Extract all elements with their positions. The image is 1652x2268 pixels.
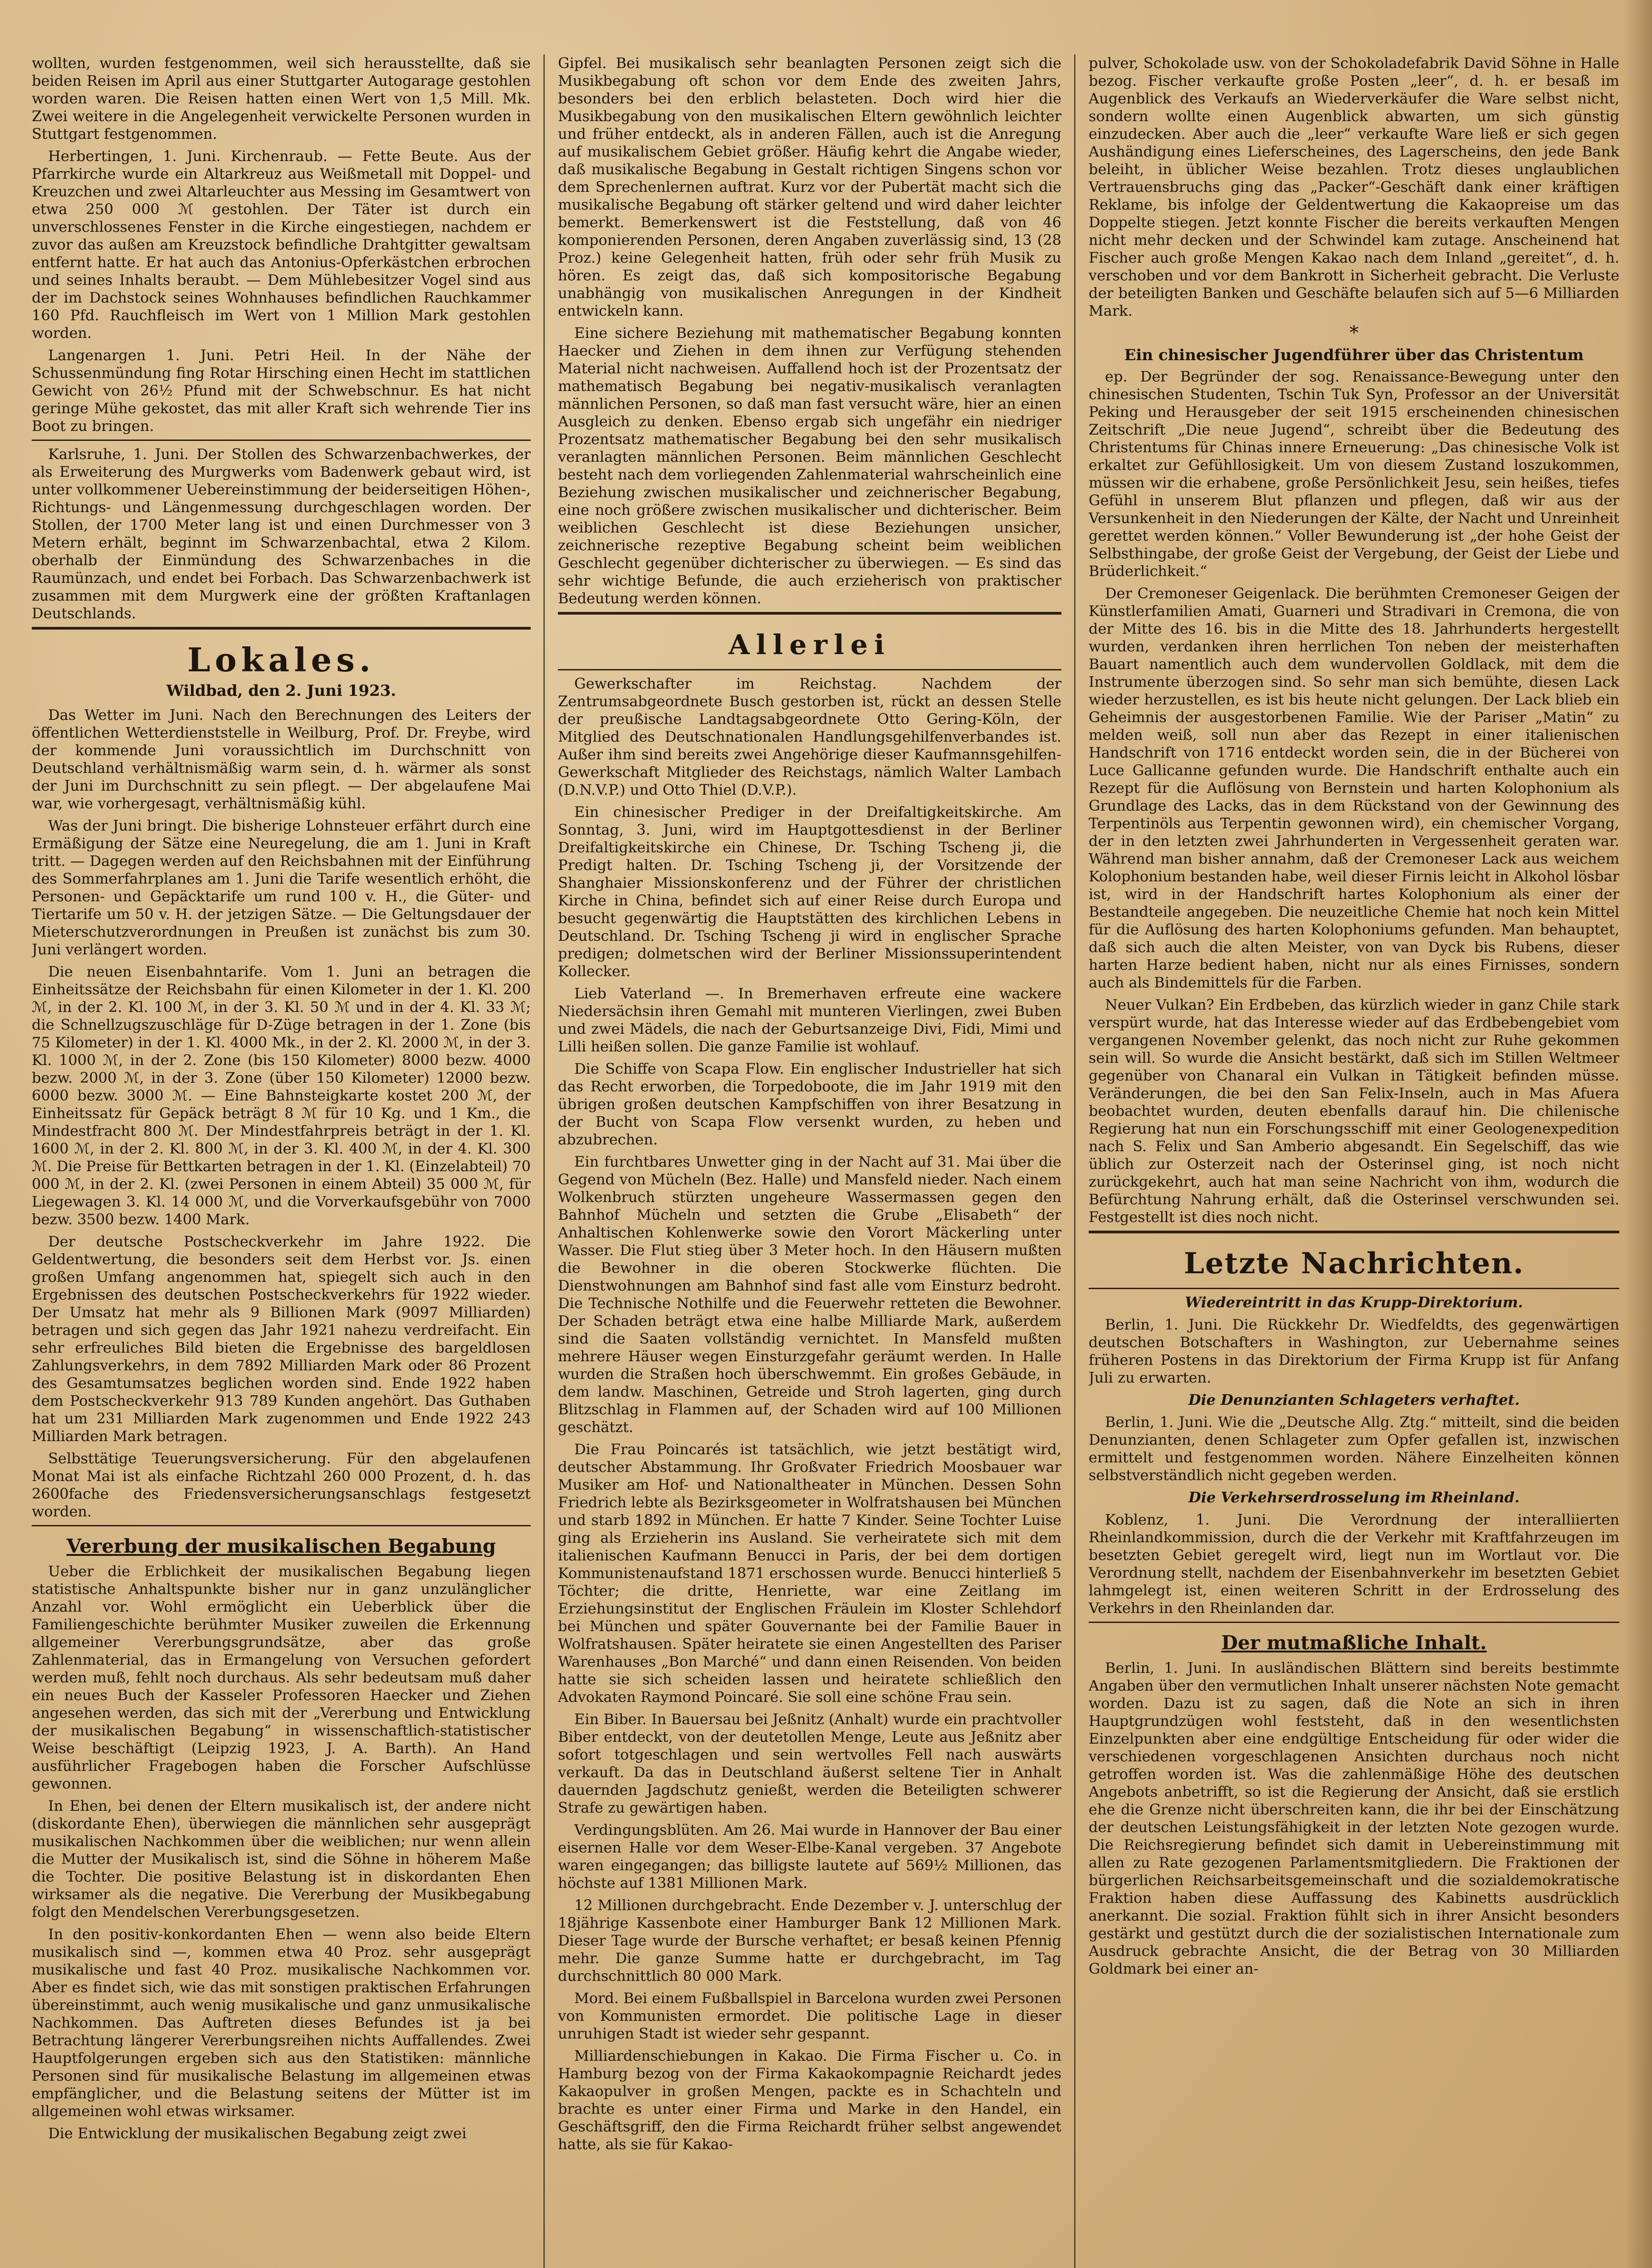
article-langenargen: Langenargen 1. Juni. Petri Heil. In der Nähe der Schussenmündung fing Rotar Hirsching einen Hecht im stattlichen Gewicht von 26½ Pfund mit der Schwebschnur. Es hat nicht geringe Mühe gekostet, das mit aller Kraft sich wehrende Tier ins Boot zu bringen. xyxy=(32,347,531,435)
divider xyxy=(558,669,1061,670)
section-title-lokales: Lokales. xyxy=(187,640,375,679)
article-heading-jugendfuehrer: Ein chinesischer Jugendführer über das Christentum xyxy=(1124,346,1584,364)
article-krupp: Berlin, 1. Juni. Die Rückkehr Dr. Wiedfeldts, des gegenwärtigen deutschen Botschafters in Washington, zur Uebernahme seines früheren Postens in das Direktorium der Firma Krupp ist für Anfang Juli zu erwarten. xyxy=(1089,1316,1619,1386)
page-edge xyxy=(1625,0,1652,2268)
article-vaterland: Lieb Vaterland —. In Bremerhaven erfreute eine wackere Niedersächsin ihren Gemahl mit munteren Vierlingen, zwei Buben und zwei Mädels, die nach der Geburtsanzeige Divi, Fidi, Mimi und Lilli heißen sollen. Die ganze Familie ist wohlauf. xyxy=(558,985,1061,1055)
article-scapa-flow: Die Schiffe von Scapa Flow. Ein englischer Industrieller hat sich das Recht erworben, die Torpedoboote, die im Jahr 1919 mit den übrigen großen deutschen Kampfschiffen von ihrer Besatzung in der Bucht von Scapa Flow versenkt wurden, zu heben und abzubrechen. xyxy=(558,1060,1061,1148)
article-herbertingen: Herbertingen, 1. Juni. Kirchenraub. — Fette Beute. Aus der Pfarrkirche wurde ein Altarkreuz aus Weißmetall mit Doppel- und Kreuzchen und zwei Altarleuchter aus Messing im Gesamtwert von etwa 250 000 ℳ gestohlen. Der Täter ist durch ein unverschlossenes Fenster in die Kirche eingestiegen, nachdem er zuvor das außen am Kreuzstock befindliche Drahtgitter gewaltsam entfernt hatte. Er hat auch das Antonius-Opferkästchen erbrochen und seines Inhalts beraubt. — Dem Mühlebesitzer Vogel sind aus der im Dachstock seines Wohnhauses befindlichen Rauchkammer 160 Pfd. Rauchfleisch im Wert von 1 Million Mark gestohlen worden. xyxy=(32,147,531,342)
article-teuerung: Selbsttätige Teuerungsversicherung. Für den abgelaufenen Monat Mai ist als einfache Richtzahl 260 000 Prozent, d. h. das 2600fache des Friedensversicherungsanschlags festgesetzt worden. xyxy=(32,1450,531,1520)
article-mord: Mord. Bei einem Fußballspiel in Barcelona wurden zwei Personen von Kommunisten ermordet. Die politische Lage in dieser unruhigen Stadt ist wieder sehr gespannt. xyxy=(558,1989,1061,2042)
divider xyxy=(1089,1231,1619,1233)
article-unwetter: Ein furchtbares Unwetter ging in der Nacht auf 31. Mai über die Gegend von Mücheln (Bez. Halle) und Mansfeld nieder. Nach einem Wolkenbruch stürzten ungeheure Wassermassen gegen den Bahnhof Mücheln und setzten die Grube „Elisabeth“ der Anhaltischen Kohlenwerke sowie den Vorort Mäckerling unter Wasser. Die Flut stieg über 3 Meter hoch. In den Häusern mußten die Bewohner in die oberen Stockwerke flüchten. Die Dienstwohnungen am Bahnhof sind fast alle vom Einsturz bedroht. Die Technische Nothilfe und die Feuerwehr retteten die Bewohner. Der Schaden beträgt etwa eine halbe Milliarde Mark, außerdem sind die Saaten vollständig vernichtet. In Mansfeld mußten mehrere Häuser wegen Einsturzgefahr geräumt werden. In Halle wurden die Straßen hoch überschwemmt. Ein großes Gebäude, in dem landw. Maschinen, Getreide und Stroh lagerten, ging durch Blitzschlag in Flammen auf, der Schaden wird auf 100 Millionen geschätzt. xyxy=(558,1153,1061,1436)
article-kakao: Milliardenschiebungen in Kakao. Die Firma Fischer u. Co. in Hamburg bezog von der Firma Kakaokompagnie Reichardt jedes Kakaopulver in großen Mengen, packte es in Schachteln und brachte es unter einer Firma und Marke in den Handel, ein Geschäftsgriff, den die Firma Reichardt früher selbst angewendet hatte, als sie für Kakao- xyxy=(558,2047,1061,2153)
article-heading-krupp: Wiedereintritt in das Krupp-Direktorium. xyxy=(1185,1294,1523,1311)
column-left xyxy=(32,54,531,2268)
article-heading-denunzianten: Die Denunzianten Schlageters verhaftet. xyxy=(1188,1391,1520,1408)
article-poincare: Die Frau Poincarés ist tatsächlich, wie jetzt bestätigt wird, deutscher Abstammung. Ihr Großvater Friedrich Moosbauer war Musiker am Hof- und Nationaltheater in München. Dessen Sohn Friedrich lebte als Bezirksgeometer in Wolfratshausen bei München und starb 1892 in München. Er hatte 7 Kinder. Seine Tochter Luise ging als Erzieherin ins Ausland. Sie verheiratete sich mit dem italienischen Kaufmann Benucci in Paris, der bei dem dortigen Kommunistenaufstand 1871 erschossen wurde. Benucci hinterließ 5 Töchter; die dritte, Henriette, war eine Zeitlang im Erziehungsinstitut der Englischen Fräulein im Kloster Schlehdorf bei München und später Gouvernante bei der Familie Bauer in Wolfratshausen. Später heiratete sie einen Angestellten des Pariser Warenhauses „Bon Marché“ und dann einen Reisenden. Von beiden hatte sie sich scheiden lassen und heiratete schließlich den Advokaten Raymond Poincaré. Sie soll eine schöne Frau sein. xyxy=(558,1441,1061,1706)
article-heading-verkehr: Die Verkehrserdrosselung im Rheinland. xyxy=(1188,1489,1520,1506)
column-middle xyxy=(558,54,1061,2268)
article-eisenbahntarife: Die neuen Eisenbahntarife. Vom 1. Juni an betragen die Einheitssätze der Reichsbahn für einen Kilometer in der 1. Kl. 200 ℳ, in der 2. Kl. 100 ℳ, in der 3. Kl. 50 ℳ und in der 4. Kl. 33 ℳ; die Schnellzugszuschläge für D-Züge betragen in der 1. Zone (bis 75 Kilometer) in der 1. Kl. 4000 Mk., in der 2. Kl. 2000 ℳ, in der 3. Kl. 1000 ℳ, in der 2. Zone (bis 150 Kilometer) 8000 bezw. 4000 bezw. 2000 ℳ, in der 3. Zone (über 150 Kilometer) 12000 bezw. 6000 bezw. 3000 ℳ. — Eine Bahnsteigkarte kostet 200 ℳ, der Einheitssatz für Gepäck beträgt 8 ℳ für 10 Kg. und 1 Km., die Mindestfracht 800 ℳ. Der Mindestfahrpreis beträgt in der 1. Kl. 1600 ℳ, in der 2. Kl. 800 ℳ, in der 3. Kl. 400 ℳ, in der 4. Kl. 300 ℳ. Die Preise für Bettkarten betragen in der 1. Kl. (Einzelabteil) 70 000 ℳ, in der 2. Kl. (zwei Personen in einem Abteil) 35 000 ℳ, für Liegewagen 3. Kl. 14 000 ℳ, und die Vorverkaufsgebühr von 7000 bezw. 3500 bezw. 1400 Mark. xyxy=(32,963,531,1228)
article-12-millionen: 12 Millionen durchgebracht. Ende Dezember v. J. unterschlug der 18jährige Kassenbote einer Hamburger Bank 12 Millionen Mark. Dieser Tage wurde der Bursche verhaftet; er besaß keinen Pfennig mehr. Die ganze Summe hatte er durchgebracht, im Tag durchschnittlich 80 000 Mark. xyxy=(558,1897,1061,1984)
article-text: wollten, wurden festgenommen, weil sich herausstellte, daß sie beiden Reisen im April aus einer Stuttgarter Autogarage gestohlen worden waren. Die Reisen hatten einen Wert von 1,5 Mill. Mk. Zwei weitere in die Angelegenheit verwickelte Personen wurden in Stuttgart festgenommen. xyxy=(32,54,531,142)
dateline: Wildbad, den 2. Juni 1923. xyxy=(166,682,396,700)
article-note: Berlin, 1. Juni. In ausländischen Blättern sind bereits bestimmte Angaben über den vermutlichen Inhalt unserer nächsten Note gemacht worden. Dazu ist zu sagen, daß die Note an sich in ihren Hauptgrundzügen wohl feststeht, daß in den wesentlichsten Einzelpunkten aber eine endgültige Entscheidung für oder wider die verschiedenen vorgeschlagenen Ansichten durchaus noch nicht getroffen worden ist. Was die zahlenmäßige Höhe des deutschen Angebots anbetrifft, so ist die Regierung der Ansicht, daß sie erstlich ehe die Grenze nicht überschreiten kann, die ihr bei der Einschätzung der deutschen Leistungsfähigkeit in der letzten Note gezogen wurde. Die Reichsregierung befindet sich damit in Uebereinstimmung mit allen zu Rate gezogenen Parlamentsmitgliedern. Die Fraktionen der bürgerlichen Reichsarbeitsgemeinschaft und die sozialdemokratische Fraktion haben diese Auffassung des Kabinetts ausdrücklich anerkannt. Die sozial. Fraktion fühlt sich in ihrer Ansicht besonders gestärkt und gestützt durch die der sozialistischen Internationale zum Ausdruck gebrachte Ansicht, die der Betrag von 30 Milliarden Goldmark bei einer an- xyxy=(1089,1659,1619,1977)
article-verkehr: Koblenz, 1. Juni. Die Verordnung der interalliierten Rheinlandkommission, durch die der Verkehr mit Kraftfahrzeugen im besetzten Gebiet geregelt wird, liegt nun im Wortlaut vor. Die Verordnung stellt, nachdem der Eisenbahnverkehr im besetzten Gebiet lahmgelegt ist, einen weiteren Schritt in der Erdrosselung des Verkehrs in den Rheinlanden dar. xyxy=(1089,1511,1619,1617)
column-rule xyxy=(1074,54,1075,2268)
article-juni: Was der Juni bringt. Die bisherige Lohnsteuer erfährt durch eine Ermäßigung der Sätze eine Neuregelung, die am 1. Juni in Kraft tritt. — Dagegen werden auf den Reichsbahnen mit der Einführung des Sommerfahrplanes am 1. Juni die Tarife wesentlich erhöht, die Personen- und Gepäcktarife um rund 100 v. H., die Güter- und Tiertarife um 50 v. H. der jetzigen Sätze. — Die Geltungsdauer der Mieterschutzverordnungen in Preußen ist zunächst bis zum 30. Juni verlängert worden. xyxy=(32,817,531,958)
divider xyxy=(32,1525,531,1526)
article-gipfel: Gipfel. Bei musikalisch sehr beanlagten Personen zeigt sich die Musikbegabung oft schon vor dem Ende des zweiten Jahrs, besonders bei den erblich belasteten. Doch wird hier die Musikbegabung von den musikalischen Eltern gewöhnlich leichter und früher entdeckt, als in anderen Fällen, auch ist die Anregung auf musikalischem Gebiet größer. Häufig kehrt die Angabe wieder, daß musikalische Begabung in Gestalt richtigen Singens schon vor dem Sprechenlernen auftrat. Kurz vor der Pubertät macht sich die musikalische Begabung oft stärker geltend und wird daher leichter bemerkt. Bemerkenswert ist die Feststellung, daß von 46 komponierenden Personen, deren Angaben zuverlässig sind, 13 (28 Proz.) keine Gelegenheit hatten, früh oder sehr früh Musik zu hören. Es zeigt das, daß sich kompositorische Begabung unabhängig von musikalischen Anregungen in der Kindheit entwickeln kann. xyxy=(558,54,1061,319)
article-geigenlack: Der Cremoneser Geigenlack. Die berühmten Cremoneser Geigen der Künstlerfamilien Amati, Guarneri und Stradivari in Cremona, die von der Mitte des 16. bis in die Mitte des 18. Jahrhunderts hergestellt wurden, verdanken ihren herrlichen Ton neben der meisterhaften Bauart namentlich auch dem wundervollen Goldlack, mit dem die Instrumente überzogen sind. So sehr man sich bemühte, diesen Lack wieder herzustellen, es ist bis heute nicht gelungen. Der Lack blieb ein Geheimnis der ausgestorbenen Familie. Wie der Pariser „Matin“ zu melden weiß, soll nun aber das Rezept in einer italienischen Handschrift von 1716 entdeckt worden sein, die in der Bücherei von Luce Gallicanne gefunden wurde. Die Handschrift enthalte auch ein Rezept für die Auflösung von Bernstein und harten Kolophonium als Grundlage des Lacks, das in dem Rückstand von der Gewinnung des Terpentinöls aus Terpentin gewonnen wird), ein chemischer Vorgang, der in den letzten zwei Jahrhunderten in Vergessenheit geraten war. Während man bisher annahm, daß der Cremoneser Lack aus weichem Kolophonium bestanden habe, weil dieser Firnis leicht in Alkohol lösbar ist, wird in der Handschrift hartes Kolophonium als einer der Bestandteile angegeben. Die neuzeitliche Chemie hat noch kein Mittel für die Auflösung des harten Kolophoniums gefunden. Man behauptet, daß sich auch die alten Meister, von van Dyck bis Rubens, dieser harten Harze bedient haben, nicht nur als eines Firnisses, sondern auch als Bindemittels für die Farben. xyxy=(1089,585,1619,991)
article-vererbung: Die Entwicklung der musikalischen Begabung zeigt zwei xyxy=(48,2125,467,2142)
divider xyxy=(32,627,531,630)
column-right xyxy=(1089,54,1619,2268)
column-rule xyxy=(543,54,545,2268)
article-vererbung: Ueber die Erblichkeit der musikalischen Begabung liegen statistische Anhaltspunkte bisher nur in ganz unzulänglicher Anzahl vor. Wohl ermöglicht ein Ueberblick über die Familiengeschichte berühmter Musiker zuweilen die Erkennung allgemeiner Vererbungsgrundsätze, aber das große Zahlenmaterial, das in Ermangelung von Versuchen gefordert werden muß, fehlt noch durchaus. Als sehr bedeutsam muß daher ein neues Buch der Kasseler Professoren Haecker und Ziehen angesehen werden, das sich mit der „Vererbung und Entwicklung der musikalischen Begabung“ in wissenschaftlich-statistischer Weise beschäftigt (Leipzig 1923, J. A. Barth). An Hand ausführlicher Fragebogen haben die Forscher Aufschlüsse gewonnen. xyxy=(32,1563,531,1792)
divider xyxy=(1089,1288,1619,1289)
article-postscheck: Der deutsche Postscheckverkehr im Jahre 1922. Die Geldentwertung, die besonders seit dem Herbst vor. Js. einen großen Umfang angenommen hat, spiegelt sich auch in den Ergebnissen des deutschen Postscheckverkehrs für 1922 wieder. Der Umsatz hat mehr als 9 Billionen Mark (9097 Milliarden) betragen und sich gegen das Jahr 1921 nahezu verdreifacht. Ein sehr erfreuliches Bild bieten die Ergebnisse des bargeldlosen Zahlungsverkehrs, in dem 7892 Milliarden Mark oder 86 Prozent des Gesamtumsatzes beglichen worden sind. Ende 1922 haben dem Postscheckverkehr 913 789 Kunden angehört. Das Guthaben hat um 231 Milliarden Mark zugenommen und Ende 1922 243 Milliarden Mark betragen. xyxy=(32,1233,531,1445)
article-prediger: Ein chinesischer Prediger in der Dreifaltigkeitskirche. Am Sonntag, 3. Juni, wird im Hauptgottesdienst in der Berliner Dreifaltigkeitskirche ein Chinese, Dr. Tsching Tscheng ji, die Predigt halten. Dr. Tsching Tscheng ji, der Vorsitzende der Shanghaier Missionskonferenz und der Führer der christlichen Kirche in China, befindet sich auf einer Reise durch Europa und besucht gegenwärtig die Hauptstätten des kirchlichen Lebens in Deutschland. Dr. Tsching Tscheng ji wird in englischer Sprache predigen; dolmetschen wird der Berliner Missionssuperintendent Kollecker. xyxy=(558,803,1061,980)
article-pulver: pulver, Schokolade usw. von der Schokoladefabrik David Söhne in Halle bezog. Fischer verkaufte große Posten „leer“, d. h. er besaß im Augenblick des Verkaufs an Wiederverkäufer die Ware selbst nicht, sondern wollte einen Augenblick abwarten, um sich günstig einzudecken. Aber auch die „leer“ verkaufte Ware ließ er sich gegen Aushändigung eines Lieferscheines, des Lagerscheins, den jede Bank beleiht, in üblicher Weise bezahlen. Trotz dieses unglaublichen Vertrauensbruchs ging das „Packer“-Geschäft dank einer kräftigen Reklame, bis infolge der Geldentwertung die Kakaopreise um das Doppelte stiegen. Jetzt konnte Fischer die bereits verkauften Mengen nicht mehr decken und der Schwindel kam zutage. Anscheinend hat Fischer auch große Mengen Kakao nach dem Inland „gereitet“, d. h. verschoben und vor dem Bankrott in Sicherheit gebracht. Die Verluste der beteiligten Banken und Geschäfte belaufen sich auf 5—6 Milliarden Mark. xyxy=(1089,54,1619,319)
article-heading-vererbung: Vererbung der musikalischen Begabung xyxy=(66,1535,496,1557)
divider xyxy=(32,440,531,441)
article-biber: Ein Biber. In Bauersau bei Jeßnitz (Anhalt) wurde ein prachtvoller Biber entdeckt, von der deutetollen Menge, Leute aus Jeßnitz aber sofort totgeschlagen und sein wertvolles Fell nach auswärts verkauft. Da das in Deutschland äußerst seltene Tier in Anhalt dauernden Jagdschutz genießt, werden die Beteiligten schwerer Strafe zu gewärtigen haben. xyxy=(558,1711,1061,1816)
divider xyxy=(558,612,1061,615)
article-vulkan: Neuer Vulkan? Ein Erdbeben, das kürzlich wieder in ganz Chile stark verspürt wurde, hat das Interesse wieder auf das Erdbebengebiet vom vergangenen November gelenkt, das noch nicht zur Ruhe gekommen sein will. So wurde die Ansicht bestärkt, daß sich im Stillen Weltmeer gegenüber von Chanaral ein Vulkan in Tätigkeit befinden müsse. Veränderungen, die bei den San Felix-Inseln, auch in Mas Afuera beobachtet wurden, deuten ebenfalls darauf hin. Die chilenische Regierung hat nun ein Forschungsschiff mit einer Geologenexpedition nach S. Felix und San Amberio abgesandt. Ein Segelschiff, das wie üblich zur Osterzeit nach der Osterinsel ging, ist noch nicht zurückgekehrt, auch hat man seine Nachricht von ihm, wodurch die Befürchtung Nahrung erhält, daß die Osterinsel verschwunden sei. Festgestellt ist dies noch nicht. xyxy=(1089,996,1619,1226)
newspaper-page xyxy=(32,54,1628,2268)
section-title-letzte-nachrichten: Letzte Nachrichten. xyxy=(1183,1246,1525,1281)
article-mathematik: Eine sichere Beziehung mit mathematischer Begabung konnten Haecker und Ziehen in dem ihnen zur Verfügung stehenden Material nicht nachweisen. Auffallend hoch ist der Prozentsatz der mathematisch Begabung bei negativ-musikalisch veranlagten männlichen Personen, so daß man fast versucht wäre, hier an einen Ausgleich zu denken. Ebenso ergab sich ungefähr ein niedriger Prozentsatz mathematischer Begabung bei den sehr musikalisch veranlagten männlichen Personen. Beim männlichen Geschlecht besteht nach dem vorliegenden Zahlenmaterial wahrscheinlich eine Beziehung zwischen musikalischer und zeichnerischer Begabung, eine noch größere zwischen musikalischer und dichterischer. Beim weiblichen Geschlecht ist diese Beziehungen unsicher, zeichnerische rezeptive Begabung scheint beim weiblichen Geschlecht gegenüber dichterischer zu überwiegen. — Es sind das sehr wichtige Befunde, die auch erzieherisch von praktischer Bedeutung werden können. xyxy=(558,324,1061,607)
section-title-allerlei: Allerlei xyxy=(728,629,891,661)
article-heading-note: Der mutmaßliche Inhalt. xyxy=(1221,1632,1487,1654)
article-denunzianten: Berlin, 1. Juni. Wie die „Deutsche Allg. Ztg.“ mitteilt, sind die beiden Denunzianten, denen Schlageter zum Opfer gefallen ist, inzwischen ermittelt und festgenommen worden. Nähere Einzelheiten können selbstverständlich nicht gegeben werden. xyxy=(1089,1413,1619,1484)
article-verdingung: Verdingungsblüten. Am 26. Mai wurde in Hannover der Bau einer eisernen Halle vor dem Weser-Elbe-Kanal vergeben. 37 Angebote waren eingegangen; das billigste lautete auf 569½ Millionen, das höchste auf 1381 Millionen Mark. xyxy=(558,1821,1061,1892)
divider xyxy=(1089,1622,1619,1623)
article-gewerkschafter: Gewerkschafter im Reichstag. Nachdem der Zentrumsabgeordnete Busch gestorben ist, rückt an dessen Stelle der preußische Landtagsabgeordnete Otto Gering-Köln, der Mitglied des Deutschnationalen Handlungsgehilfenverbandes ist. Außer ihm sind bereits zwei Angehörige dieser Kaufmannsgehilfen-Gewerkschaft Mitglieder des Reichstags, nämlich Walter Lambach (D.N.V.P.) und Otto Thiel (D.V.P.). xyxy=(558,675,1061,798)
separator-star: * xyxy=(1349,323,1359,343)
article-jugendfuehrer: ep. Der Begründer der sog. Renaissance-Bewegung unter den chinesischen Studenten, Tschin Tuk Syn, Professor an der Universität Peking und Herausgeber der seit 1915 erscheinenden chinesischen Zeitschrift „Die neue Jugend“, schreibt über die Bedeutung des Christentums für Chinas innere Erneuerung: „Das chinesische Volk ist erkaltet zur Gefühllosigkeit. Um von diesem Zustand loszukommen, müssen wir die erhabene, große Persönlichkeit Jesu, sein heißes, tiefes Gefühl in unserem Blut pflanzen und pflegen, daß wir aus der Versunkenheit in den Niederungen der Kälte, der Nacht und Unreinheit gerettet werden können.“ Voller Bewunderung ist „der hohe Geist der Selbsthingabe, der große Geist der Vergebung, der Geist der Liebe und Brüderlichkeit.“ xyxy=(1089,368,1619,580)
article-wetter: Das Wetter im Juni. Nach den Berechnungen des Leiters der öffentlichen Wetterdienststelle in Weilburg, Prof. Dr. Freybe, wird der kommende Juni voraussichtlich im Durchschnitt von Deutschland verhältnismäßig warm sein, d. h. wärmer als sonst der Juni im Durchschnitt zu sein pflegt. — Der abgelaufene Mai war, wie vorhergesagt, verhältnismäßig kühl. xyxy=(32,706,531,812)
article-vererbung: In den positiv-konkordanten Ehen — wenn also beide Eltern musikalisch sind —, kommen etwa 40 Proz. sehr ausgeprägt musikalische und fast 40 Proz. musikalische Nachkommen vor. Aber es findet sich, wie das mit sonstigen praktischen Erfahrungen übereinstimmt, auch wenig musikalische und ganz unmusikalische Nachkommen. Das Auftreten dieses Befundes ist ja bei Betrachtung längerer Vererbungsreihen nichts Auffallendes. Zwei Hauptfolgerungen ergeben sich aus den Statistiken: männliche Personen sind für musikalische Belastung im allgemeinen etwas empfänglicher, und die Belastung seitens der Mütter ist im allgemeinen wohl etwas wirksamer. xyxy=(32,1926,531,2120)
article-karlsruhe: Karlsruhe, 1. Juni. Der Stollen des Schwarzenbachwerkes, der als Erweiterung des Murgwerks vom Badenwerk gebaut wird, ist unter vollkommener Uebereinstimmung der beiderseitigen Höhen-, Richtungs- und Längenmessung durchgeschlagen worden. Der Stollen, der 1700 Meter lang ist und einen Durchmesser von 3 Metern erhält, beginnt im Schwarzenbachtal, etwa 2 Kilom. oberhalb der Einmündung des Schwarzenbaches in die Raumünzach, und endet bei Forbach. Das Schwarzenbachwerk ist zusammen mit dem Murgwerk eine der größten Kraftanlagen Deutschlands. xyxy=(32,445,531,622)
article-vererbung: In Ehen, bei denen der Eltern musikalisch ist, der andere nicht (diskordante Ehen), überwiegen die männlichen sehr ausgeprägt musikalischen Nachkommen über die weiblichen; nur wenn allein die Mutter der Musikalisch ist, sind die Söhne in höherem Maße die Tochter. Die positive Belastung ist in diskordanten Ehen wirksamer als die negative. Die Vererbung der Musikbegabung folgt den Mendelschen Vererbungsgesetzen. xyxy=(32,1797,531,1921)
